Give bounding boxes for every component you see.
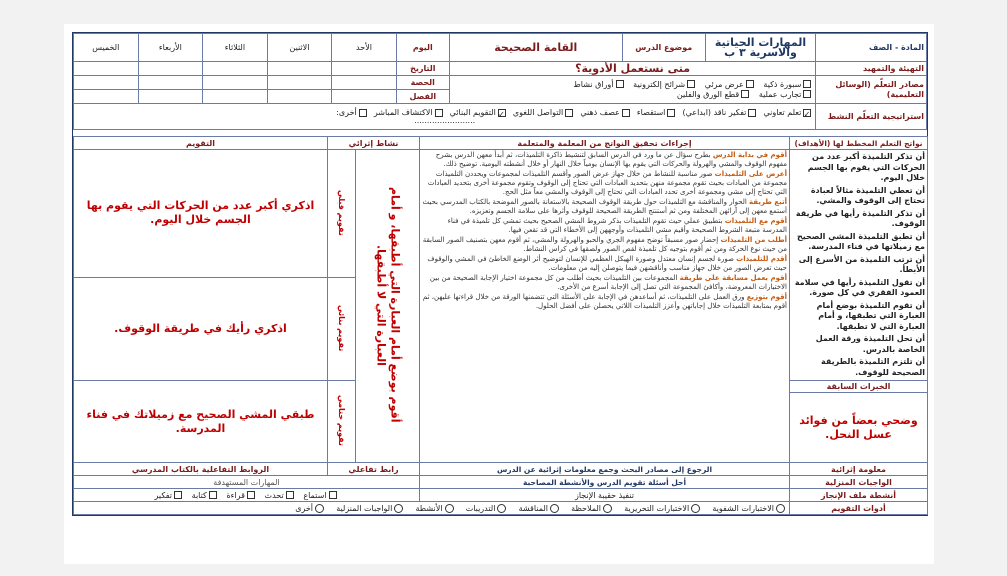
- resources-row-2: [452, 90, 814, 100]
- checkbox-linguistic[interactable]: التواصل اللغوي: [513, 108, 575, 117]
- col-outcomes-header: نواتج التعلم المخطط لها (الأهداف): [790, 137, 928, 150]
- lesson-plan-page: [64, 24, 934, 564]
- checkbox-slides[interactable]: شرائح إلكترونية: [633, 80, 697, 89]
- procedure-head: أقدم للتلميذات: [736, 255, 787, 263]
- topic-value: القامة الصحيحة: [449, 34, 622, 62]
- enrichment-value: الرجوع إلى مصادر البحث وجمع معلومات إثرائية عن الدرس: [420, 463, 790, 476]
- objective-item: أن تذكر التلميذة رأيها في طريقة الوقوف.: [795, 208, 925, 228]
- checkbox-brainstorm[interactable]: عصف ذهني: [580, 108, 631, 117]
- procedure-item: [422, 236, 787, 254]
- col-evaluation-header: التقويم: [74, 137, 328, 150]
- date-label: التاريخ: [396, 62, 449, 76]
- procedure-text: المجموعات بين التلميذات بحيث أطلب من كل مجموعة اختيار الإجابة الصحيحة من بين الاختيارات المعروضة، وأكافئ المجموعة التي تصل إلى الإجابة أسرع من الأخرى.: [429, 274, 787, 291]
- objectives-list: [792, 152, 925, 378]
- resources-label: مصادر التعلّم (الوسائل التعليمية): [816, 76, 927, 104]
- intro-question: متى نستعمل الأدوية؟: [449, 62, 816, 76]
- lesson-plan-frame: [72, 32, 928, 516]
- procedure-item: [422, 255, 787, 273]
- checkbox-speaking[interactable]: تحدث: [265, 491, 296, 500]
- radio-other[interactable]: أخرى: [295, 504, 326, 513]
- checkbox-worksheets[interactable]: أوراق نشاط: [573, 80, 625, 89]
- portfolio-label: أنشطة ملف الإنجاز: [790, 489, 928, 502]
- procedure-text: إحضار صور مسبقاً توضح مفهوم الجري والحبو والهرولة والمشي، ثم أقوم معهن بتصنيف الصور السابقة من حيث نوع الحركة ومن ثم أقوم بتوجيه كل تلميذة لقص الصور ولصقها في كراس النشاط.: [422, 236, 787, 253]
- procedures-cell: [420, 150, 790, 463]
- strategies-label: استراتيجية التعلّم النشط: [816, 104, 927, 130]
- link-value: الروابط التفاعلية بالكتاب المدرسي: [74, 463, 328, 476]
- radio-exercises[interactable]: التدريبات: [466, 504, 509, 513]
- procedure-item: [422, 274, 787, 292]
- period-label: الحصة: [396, 76, 449, 90]
- day-tue: الثلاثاء: [203, 34, 268, 62]
- checkbox-cooperative[interactable]: ✓تعلم تعاوني: [763, 108, 811, 119]
- procedure-head: أقوم مع التلميذات: [724, 217, 787, 225]
- procedure-head: أتبع طريقة: [749, 198, 787, 206]
- procedure-item: [422, 217, 787, 235]
- link-label: رابط تفاعلي: [328, 463, 420, 476]
- objective-item: أن تحل التلميذة ورقة العمل الخاصة بالدرس.: [815, 334, 925, 354]
- eval-text-2: اذكري رأيك في طريقة الوقوف.: [74, 277, 328, 380]
- objective-item: أن تعطي التلميذة مثالاً لعبادة تحتاج إلى الوقوف والمشي.: [810, 185, 925, 205]
- procedure-item: [422, 293, 787, 311]
- subject-label: المادة - الصف: [816, 34, 927, 62]
- radio-observation[interactable]: الملاحظة: [571, 504, 614, 513]
- homework-label: الواجبات المنزلية: [790, 476, 928, 489]
- procedure-head: أطلب من التلميذات: [720, 236, 787, 244]
- procedure-head: أقوم في بداية الدرس: [712, 151, 787, 159]
- eval-text-1: اذكري أكبر عدد من الحركات التي يقوم بها الجسم خلال اليوم.: [74, 150, 328, 278]
- objective-item: أن تلتزم التلميذة بالطريقة الصحيحة للوقوف.: [821, 357, 925, 377]
- procedure-head: أقوم بعمل مسابقة على طريقة: [679, 274, 787, 282]
- procedure-text: الحوار والمناقشة مع التلميذات حول طريقة الوقوف الصحيحة بالاستعانة بالصور الموضحة بالكتاب المدرسي بحيث أستمع معهن إلى آرائهن المختلفة ومن ثم أستنتج الطريقة الصحيحة للوقوف وأثرها على سلامة الجسم وتعزيزه.: [422, 198, 787, 215]
- class-label: الفصل: [396, 90, 449, 104]
- resources-options: [449, 76, 816, 104]
- col-procedures-header: إجراءات تحقيق النواتج من المعلمة والمتعلمة: [420, 137, 790, 150]
- portfolio-value: تنفيذ حقيبة الإنجاز: [420, 489, 790, 502]
- strategies-other-dots: ........................: [414, 116, 476, 125]
- eval-type-2: تقويم بنائي: [328, 277, 356, 380]
- radio-oral-tests[interactable]: الاختبارات الشفوية: [712, 504, 787, 513]
- checkbox-inquiry[interactable]: استقصاء: [637, 108, 678, 117]
- strategies-options: [74, 104, 816, 130]
- procedure-item: [422, 151, 787, 169]
- radio-discussion[interactable]: المناقشة: [519, 504, 561, 513]
- checkbox-formative[interactable]: ✓التقويم البنائي: [449, 108, 505, 119]
- procedure-text: ورق العمل على التلميذات، ثم أساعدهن في الإجابة على الأسئلة التي تتضمنها الورقة من خلال قراءتها عليهن، ثم أقوم بمتابعة التلميذات خلال إجاباتهن وأعزز التلميذات اللاتي يحصلن على أفضل الحلول.: [422, 293, 787, 310]
- day-thu: الخميس: [74, 34, 139, 62]
- radio-homework[interactable]: الواجبات المنزلية: [336, 504, 405, 513]
- checkbox-writing[interactable]: كتابة: [192, 491, 219, 500]
- checkbox-smartboard[interactable]: سبورة ذكية: [763, 80, 813, 89]
- skills-label: المهارات المستهدفة: [74, 476, 420, 489]
- eval-text-3: طبقي المشي الصحيح مع زميلاتك في فناء المدرسة.: [74, 381, 328, 463]
- prior-text: وضحي بعضاً من فوائد عسل النحل.: [790, 393, 928, 463]
- checkbox-reading[interactable]: قراءة: [226, 491, 256, 500]
- resources-row-1: [452, 80, 814, 90]
- procedures-list: [422, 151, 787, 311]
- radio-activities[interactable]: الأنشطة: [416, 504, 456, 513]
- activity-cell: [356, 150, 420, 463]
- procedure-item: [422, 170, 787, 197]
- procedure-head: أقوم بتوزيع: [746, 293, 787, 301]
- homework-value: أحل أسئلة تقويم الدرس والأنشطة المصاحبة: [420, 476, 790, 489]
- procedure-text: صورة لجسم إنسان معتدل وصورة الهيكل العظمي للإنسان لتوضيح أثر الوضع الخاطئ في المشي والوقوف حيث تعرض الصور من خلال جهاز مناسب وأناقشهن فيما يتوصلن إليه من معلومات.: [427, 255, 787, 272]
- checkbox-paper-cork[interactable]: قطع الورق والفلين: [677, 90, 751, 99]
- objective-item: أن تقول التلميذة رأيها في سلامة العمود الفقري في كل صورة.: [794, 277, 925, 297]
- eval-type-3: تقويم ختامي: [328, 381, 356, 463]
- eval-type-1: تقويم قبلي: [328, 150, 356, 278]
- col-activity-header: نشاط إثرائي: [328, 137, 420, 150]
- day-sun: الأحد: [332, 34, 397, 62]
- objective-item: أن تذكر التلميذة أكبر عدد من الحركات التي يقوم بها الجسم خلال اليوم.: [807, 152, 925, 182]
- procedure-text: بطرح سؤال عن ما ورد في الدرس السابق لتنشيط ذاكرة التلميذات، ثم أبدأ معهن الدرس بشرح مفهوم الوقوف والمشي والهرولة والحركات التي يقوم بها الإنسان يومياً خلال النهار أو خلال أنشطته اليومية. توضيح ذلك.: [435, 151, 787, 168]
- checkbox-visual[interactable]: عرض مرئي: [705, 80, 756, 89]
- prior-label: الخبرات السابقة: [790, 381, 928, 393]
- subject-value: المهارات الحياتية والاسرية ٣ ب: [705, 34, 816, 62]
- topic-label: موضوع الدرس: [622, 34, 705, 62]
- tools-options: [74, 502, 790, 515]
- checkbox-listening[interactable]: استماع: [303, 491, 338, 500]
- day-mon: الاثنين: [267, 34, 332, 62]
- procedure-item: [422, 198, 787, 216]
- procedure-text: بتطبيق عملي حيث تقوم التلميذات بذكر شروط المشي الصحيح بحيث تمشي كل تلميذة في فناء المدرسة متبعة الشروط الصحيحة وأقيم مشي التلميذات وأوجههن إلى الأخطاء التي قد تقعن فيها.: [447, 217, 787, 234]
- checkbox-other[interactable]: أخرى:: [336, 108, 369, 117]
- checkbox-critical[interactable]: تفكير ناقد (ابداعي): [683, 108, 759, 117]
- day-label: اليوم: [396, 34, 449, 62]
- header-table: [73, 33, 927, 130]
- procedure-head: أعرض على التلميذات: [714, 170, 787, 178]
- tools-label: أدوات التقويم: [790, 502, 928, 515]
- procedure-text: صور مناسبة للنشاط من خلال جهاز عرض الصور وأقسم التلميذات لمجموعات ويحددن التلميذات مجموعة من العبادات بحيث تقوم مجموعة منهن بتحديد العبادات التي تحتاج إلى الوقوف وتقوم مجموعة أخرى بتحديد العبادات التي تحتاج إلى مشي ومجموعة أخرى تحدد العبادات التي تحتاج إلى الوقوف والمشي معاً مثل الحج.: [427, 170, 787, 196]
- objective-item: أن ترتب التلميذة من الأسرع إلى الأبطأ.: [798, 254, 925, 274]
- objectives-cell: [790, 150, 928, 381]
- checkbox-experiments[interactable]: تجارب عملية: [759, 90, 814, 99]
- checkbox-thinking[interactable]: تفكير: [154, 491, 184, 500]
- activity-text: أقوم بوضع أمام العبارة التي أطبقها، و أمام العبارة التي لا أطبقها.: [374, 187, 402, 423]
- enrichment-label: معلومة إثرائية: [790, 463, 928, 476]
- day-wed: الأربعاء: [138, 34, 203, 62]
- skills-options: [74, 489, 420, 502]
- checkbox-discovery[interactable]: الاكتشاف المباشر: [374, 108, 445, 117]
- objective-item: أن تقوم التلميذة بوضع أمام العبارة التي تطبقها، و أمام العبارة التي لا تطبقها.: [816, 300, 925, 331]
- objective-item: أن تطبق التلميذة المشي الصحيح مع زميلاتها في فناء المدرسة.: [796, 231, 925, 251]
- radio-written-tests[interactable]: الاختبارات التحريرية: [624, 504, 702, 513]
- body-table: [73, 136, 928, 515]
- intro-label: التهيئة والتمهيد: [816, 62, 927, 76]
